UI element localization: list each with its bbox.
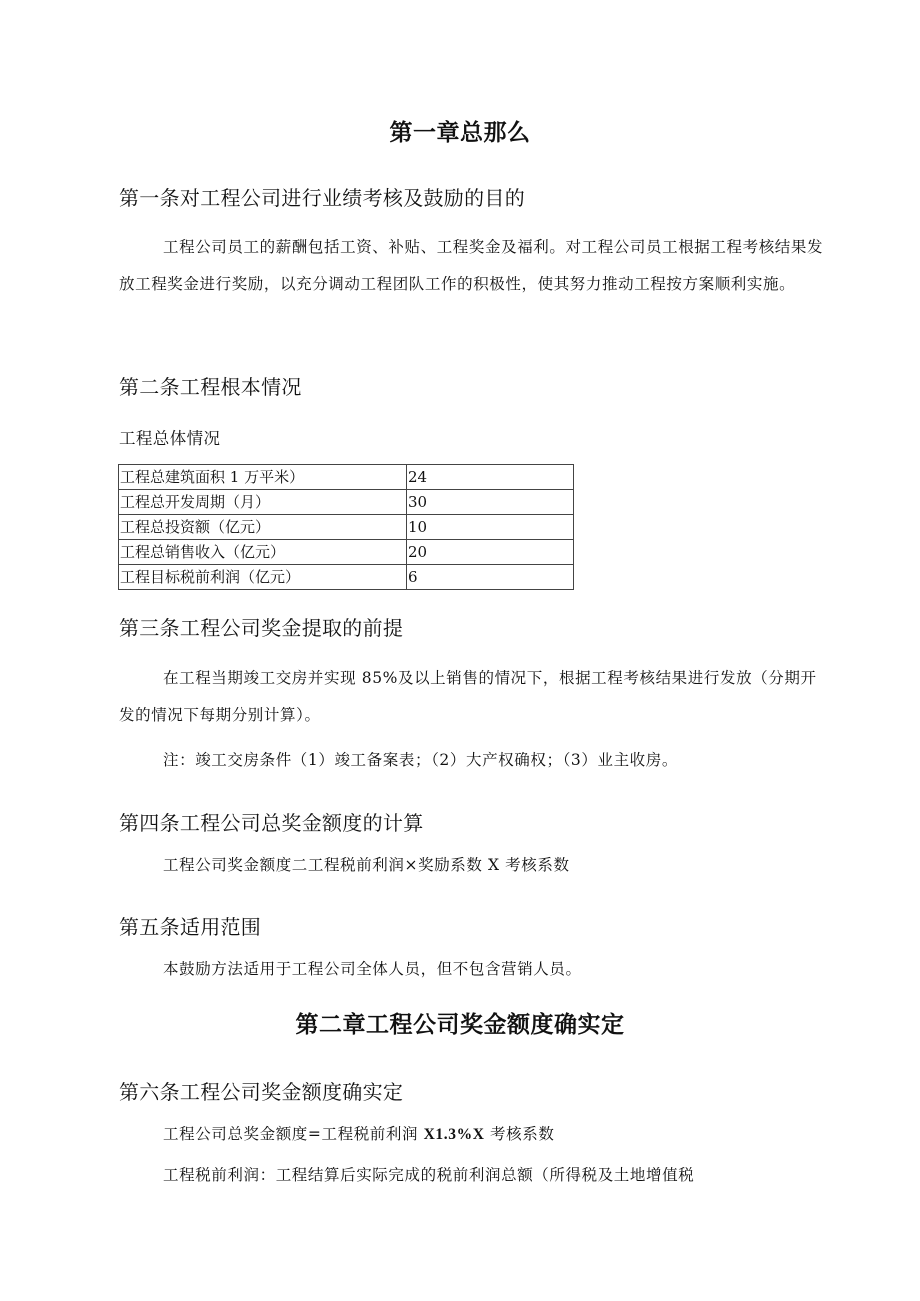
formula-bold: X1.3%X xyxy=(423,1126,485,1143)
table-cell-value: 10 xyxy=(407,515,574,540)
article-3-paragraph: 在工程当期竣工交房并实现 85%及以上销售的情况下，根据工程考核结果进行发放（分期开发的情况下每期分别计算）。 xyxy=(119,669,817,724)
article-1-title: 第一条对工程公司进行业绩考核及鼓励的目的 xyxy=(119,186,525,210)
table-cell-value: 20 xyxy=(407,540,574,565)
chapter-1-title: 第一章总那么 xyxy=(389,120,531,146)
project-info-table xyxy=(118,464,574,590)
table-cell-value: 30 xyxy=(407,490,574,515)
article-5-title: 第五条适用范围 xyxy=(119,915,262,939)
table-cell-value: 6 xyxy=(407,565,574,590)
table-row xyxy=(119,490,574,515)
table-row xyxy=(119,515,574,540)
article-4-formula: 工程公司奖金额度二工程税前利润×奖励系数 X 考核系数 xyxy=(163,856,570,874)
table-cell-label: 工程总销售收入（亿元） xyxy=(119,540,407,565)
article-6-line-2: 工程税前利润：工程结算后实际完成的税前利润总额（所得税及土地增值税 xyxy=(163,1166,695,1184)
table-row xyxy=(119,565,574,590)
article-1-paragraph: 工程公司员工的薪酬包括工资、补贴、工程奖金及福利。对工程公司员工根据工程考核结果发放工程奖金进行奖励，以充分调动工程团队工作的积极性，使其努力推动工程按方案顺利实施。 xyxy=(119,238,824,293)
table-cell-label: 工程总投资额（亿元） xyxy=(119,515,407,540)
table-cell-label: 工程总建筑面积 1 万平米） xyxy=(119,465,407,490)
project-overview-subtitle: 工程总体情况 xyxy=(119,429,221,448)
article-3-note: 注：竣工交房条件（1）竣工备案表；（2）大产权确权；（3）业主收房。 xyxy=(163,751,678,769)
article-3-title: 第三条工程公司奖金提取的前提 xyxy=(119,616,404,640)
article-6-title: 第六条工程公司奖金额度确实定 xyxy=(119,1080,404,1104)
table-cell-label: 工程目标税前利润（亿元） xyxy=(119,565,407,590)
table-cell-value: 24 xyxy=(407,465,574,490)
formula-prefix: 工程公司总奖金额度=工程税前利润 xyxy=(163,1125,424,1143)
table-cell-label: 工程总开发周期（月） xyxy=(119,490,407,515)
article-4-title: 第四条工程公司总奖金额度的计算 xyxy=(119,811,424,835)
formula-suffix: 考核系数 xyxy=(484,1125,555,1143)
table-row xyxy=(119,540,574,565)
article-2-title: 第二条工程根本情况 xyxy=(119,375,302,399)
chapter-2-title: 第二章工程公司奖金额度确实定 xyxy=(295,1012,625,1038)
table-row xyxy=(119,465,574,490)
article-6-formula xyxy=(163,1122,554,1144)
article-5-text: 本鼓励方法适用于工程公司全体人员，但不包含营销人员。 xyxy=(163,960,582,978)
